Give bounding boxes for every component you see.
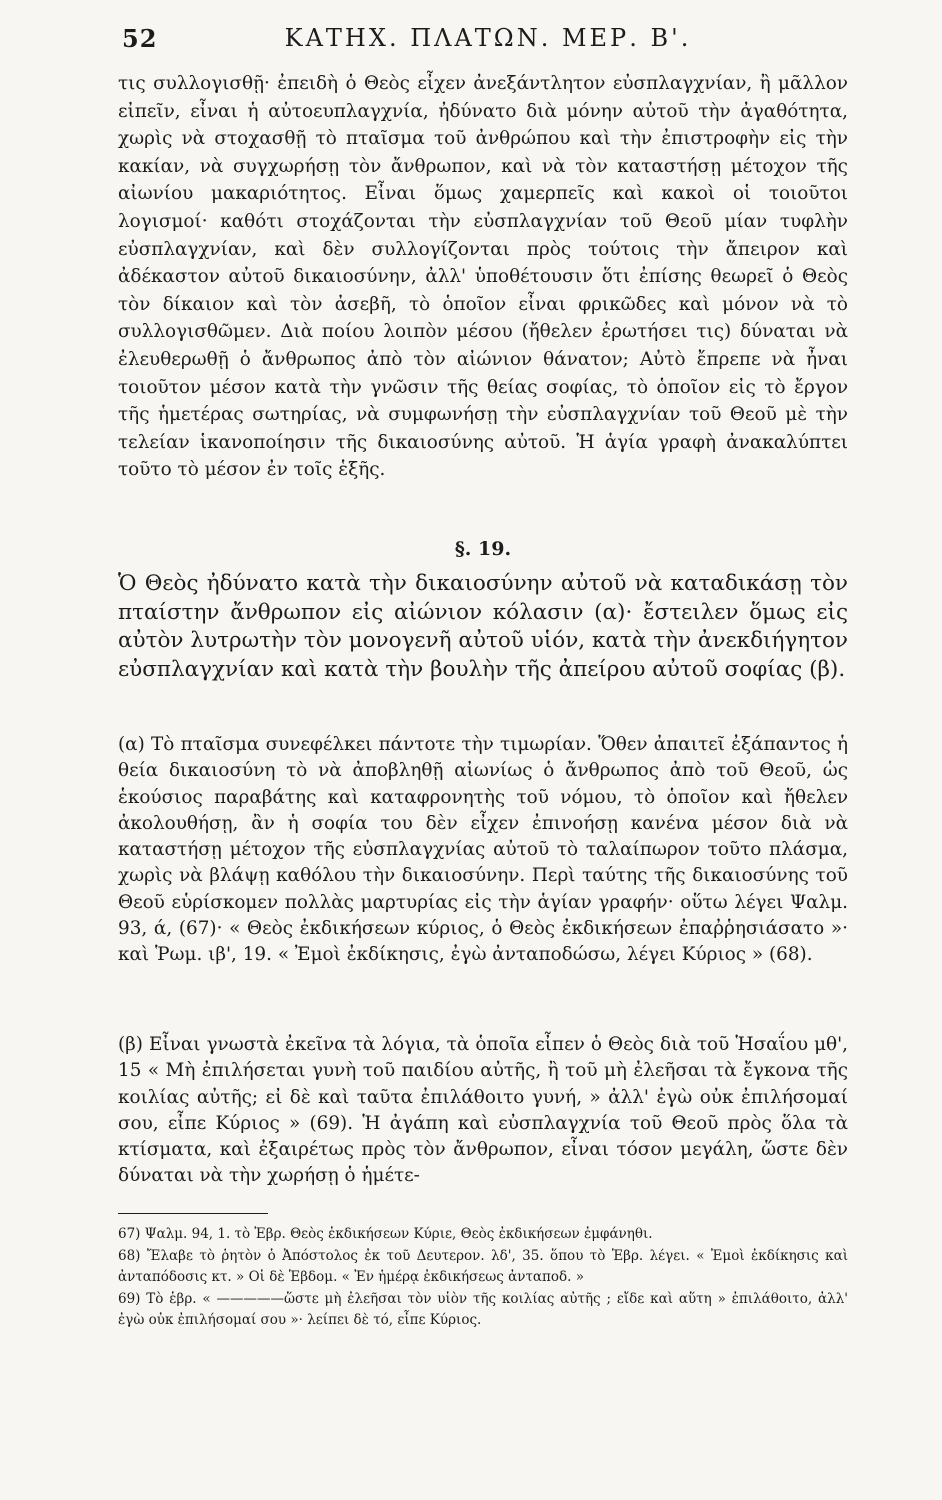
- commentary-b: (β) Εἶναι γνωστὰ ἐκεῖνα τὰ λόγια, τὰ ὁποῖα εἶπεν ὁ Θεὸς διὰ τοῦ Ἡσαΐου μθ', 15 « Μὴ ἐπιλήσεται γυνὴ τοῦ παιδίου αὐτῆς, ἢ τοῦ μὴ ἐλεῆσαι τὰ ἔγκονα τῆς κοιλίας αὐτῆς; εἰ δὲ καὶ ταῦτα ἐπιλάθοιτο γυνή, » ἀλλ' ἐγὼ οὐκ ἐπιλήσομαί σου, εἶπε Κύριος » (69). Ἡ ἀγάπη καὶ εὐσπλαγχνία τοῦ Θεοῦ πρὸς ὅλα τὰ κτίσματα, καὶ ἐξαιρέτως πρὸς τὸν ἄνθρωπον, εἶναι τόσον μεγάλη, ὥστε δὲν δύναται νὰ τὴν χωρήσῃ ὁ ἡμέτε-: [118, 1034, 848, 1187]
- section-statement: Ὁ Θεὸς ἠδύνατο κατὰ τὴν δικαιοσύνην αὐτοῦ νὰ καταδικάσῃ τὸν πταίστην ἄνθρωπον εἰς αἰώνιον κόλασιν (α)· ἔστειλεν ὅμως εἰς αὐτὸν λυτρωτὴν τὸν μονογενῆ αὐτοῦ υἱόν, κατὰ τὴν ἀνεκδιήγητον εὐσπλαγχνίαν καὶ κατὰ τὴν βουλὴν τῆς ἀπείρου αὐτοῦ σοφίας (β).: [118, 571, 848, 682]
- footnotes: [118, 1224, 848, 1332]
- footnote-69: 69) Τὸ ἑβρ. « —————ὥστε μὴ ἐλεῆσαι τὸν υἱὸν τῆς κοιλίας αὐτῆς ; εἴδε καὶ αὕτη » ἐπιλάθοιτο, ἀλλ' ἐγὼ οὐκ ἐπιλήσομαί σου »· λείπει δὲ τό, εἶπε Κύριος.: [118, 1290, 848, 1328]
- running-title: ΚΑΤΗΧ. ΠΛΑΤΩΝ. ΜΕΡ. Β'.: [284, 24, 692, 52]
- paragraph-continued: τις συλλογισθῇ· ἐπειδὴ ὁ Θεὸς εἶχεν ἀνεξάντλητον εὐσπλαγχνίαν, ἢ μᾶλλον εἰπεῖν, εἶναι ἡ αὐτοευπλαγχνία, ἠδύνατο διὰ μόνην αὐτοῦ τὴν ἀγαθότητα, χωρὶς νὰ στοχασθῇ τὸ πταῖσμα τοῦ ἀνθρώπου καὶ τὴν ἐπιστροφὴν εἰς τὴν κακίαν, νὰ συγχωρήσῃ τὸν ἄνθρωπον, καὶ νὰ τὸν καταστήσῃ μέτοχον τῆς αἰωνίου μακαριότητος. Εἶναι ὅμως χαμερπεῖς καὶ κακοὶ οἱ τοιοῦτοι λογισμοί· καθότι στοχάζονται τὴν εὐσπλαγχνίαν τοῦ Θεοῦ μίαν τυφλὴν εὐσπλαγχνίαν, καὶ δὲν συλλογίζονται πρὸς τούτοις τὴν ἄπειρον καὶ ἀδέκαστον αὐτοῦ δικαιοσύνην, ἀλλ' ὑποθέτουσιν ὅτι ἐπίσης θεωρεῖ ὁ Θεὸς τὸν δίκαιον καὶ τὸν ἀσεβῆ, τὸ ὁποῖον εἶναι φρικῶδες καὶ μόνον νὰ τὸ συλλογισθῶμεν. Διὰ ποίου λοιπὸν μέσου (ἤθελεν ἐρωτήσει τις) δύναται νὰ ἐλευθερωθῇ ὁ ἄνθρωπος ἀπὸ τὸν αἰώνιον θάνατον; Αὐτὸ ἔπρεπε νὰ ἦναι τοιοῦτον μέσον κατὰ τὴν γνῶσιν τῆς θείας σοφίας, τὸ ὁποῖον εἰς τὸ ἔργον τῆς ἡμετέρας σωτηρίας, νὰ συμφωνήσῃ τὴν εὐσπλαγχνίαν τοῦ Θεοῦ μὲ τὴν τελείαν ἱκανοποίησιν τῆς δικαιοσύνης αὐτοῦ. Ἡ ἁγία γραφὴ ἀνακαλύπτει τοῦτο τὸ μέσον ἐν τοῖς ἑξῆς.: [118, 73, 848, 481]
- page-number: 52: [122, 24, 158, 53]
- footnote-67: 67) Ψαλμ. 94, 1. τὸ Ἑβρ. Θεὸς ἐκδικήσεων Κύριε, Θεὸς ἐκδικήσεων ἐμφάνηθι.: [118, 1226, 653, 1242]
- footnote-divider: [118, 1213, 268, 1214]
- footnote-68: 68) Ἔλαβε τὸ ῥητὸν ὁ Ἀπόστολος ἐκ τοῦ Δευτερον. λδ', 35. ὅπου τὸ Ἑβρ. λέγει. « Ἐμοὶ ἐκδίκησις καὶ ἀνταπόδοσις κτ. » Οἱ δὲ Ἑβδομ. « Ἐν ἡμέρᾳ ἐκδικήσεως ἀνταποδ. »: [118, 1247, 848, 1285]
- page-header: [122, 24, 854, 58]
- commentary-a: (α) Τὸ πταῖσμα συνεφέλκει πάντοτε τὴν τιμωρίαν. Ὅθεν ἀπαιτεῖ ἐξάπαντος ἡ θεία δικαιοσύνη τὸ νὰ ἀποβληθῇ αἰωνίως ὁ ἄνθρωπος ἀπὸ τοῦ Θεοῦ, ὡς ἑκούσιος παραβάτης καὶ καταφρονητὴς τοῦ νόμου, τὸ ὁποῖον καὶ ἤθελεν ἀκολουθήσῃ, ἂν ἡ σοφία του δὲν εἶχεν ἐπινοήσῃ κανένα μέσον διὰ νὰ καταστήσῃ μέτοχον τῆς εὐσπλαγχνίας αὐτοῦ τὸ ταλαίπωρον τοῦτο πλάσμα, χωρὶς νὰ βλάψῃ καθόλου τὴν δικαιοσύνην. Περὶ ταύτης τῆς δικαιοσύνης τοῦ Θεοῦ εὑρίσκομεν πολλὰς μαρτυρίας εἰς τὴν ἁγίαν γραφήν· οὕτω λέγει Ψαλμ. 93, ά, (67)· « Θεὸς ἐκδικήσεων κύριος, ὁ Θεὸς ἐκδικήσεων ἐπαῤῥησιάσατο »· καὶ Ῥωμ. ιβ', 19. « Ἐμοὶ ἐκδίκησις, ἐγὼ ἀνταποδώσω, λέγει Κύριος » (68).: [118, 734, 848, 966]
- section-heading: §. 19.: [454, 538, 512, 560]
